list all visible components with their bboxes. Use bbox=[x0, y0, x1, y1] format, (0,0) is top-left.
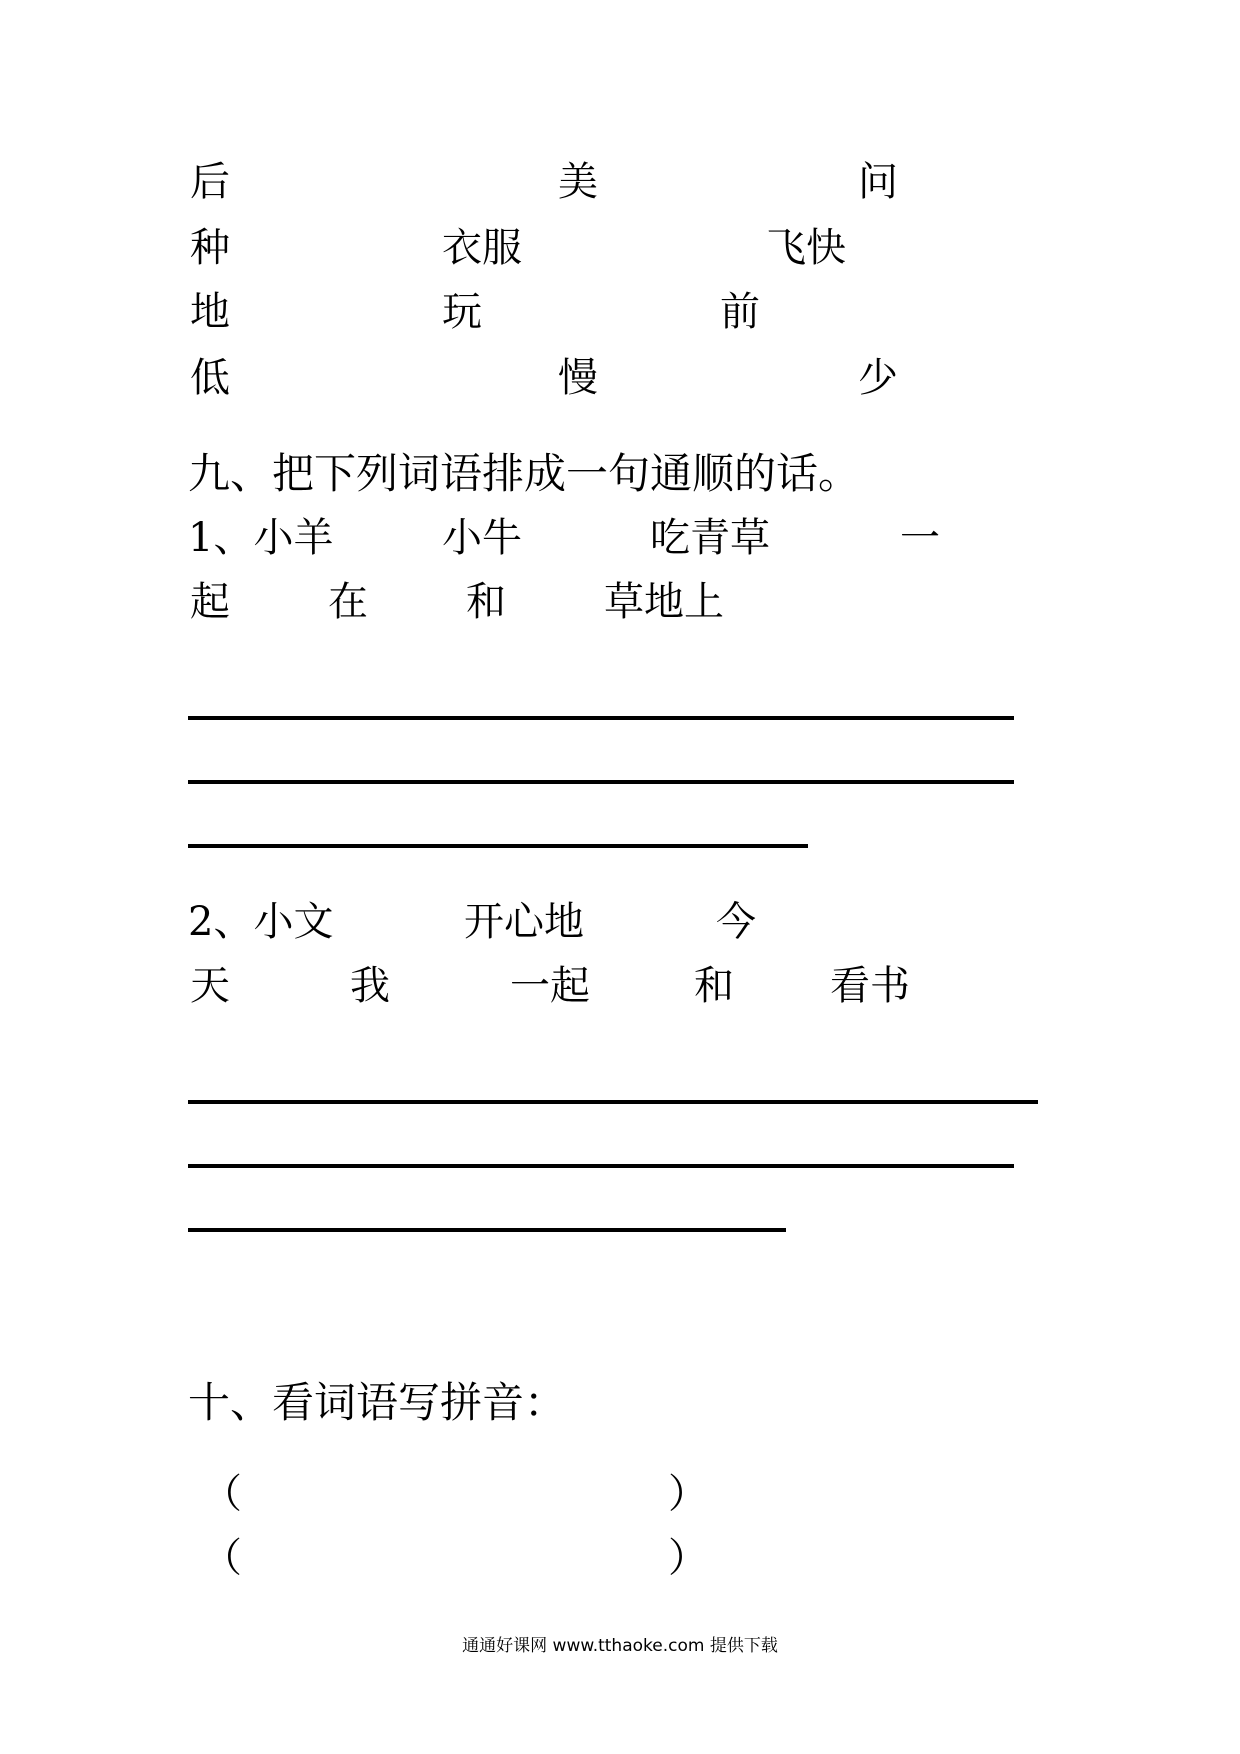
word-wen: 问 bbox=[858, 159, 898, 205]
word-yifu: 衣服 bbox=[442, 225, 522, 271]
footer-credit: 通通好课网 www.tthaoke.com 提供下载 bbox=[462, 1636, 778, 1656]
q2-word-8: 看书 bbox=[830, 963, 910, 1009]
q1-answer-line-1[interactable] bbox=[188, 716, 1014, 720]
section-10-title: 十、看词语写拼音： bbox=[188, 1378, 567, 1427]
q1-word-5: 起 bbox=[190, 579, 230, 625]
q2-word-3: 今 bbox=[716, 899, 756, 945]
q1-word-1: 1、小羊 bbox=[188, 515, 334, 561]
open-paren: （ bbox=[202, 1535, 242, 1581]
q2-word-6: 一起 bbox=[510, 963, 590, 1009]
q2-answer-line-1[interactable] bbox=[188, 1100, 1038, 1104]
word-mei: 美 bbox=[558, 159, 598, 205]
word-man: 慢 bbox=[558, 355, 598, 401]
close-paren: ） bbox=[668, 1471, 708, 1517]
q1-answer-line-3[interactable] bbox=[188, 844, 808, 848]
word-shao: 少 bbox=[858, 355, 898, 401]
word-feikuai: 飞快 bbox=[766, 225, 846, 271]
q2-word-7: 和 bbox=[694, 963, 734, 1009]
q1-word-2: 小牛 bbox=[442, 515, 522, 561]
close-paren: ） bbox=[668, 1535, 708, 1581]
word-di-low: 低 bbox=[190, 355, 230, 401]
open-paren: （ bbox=[202, 1471, 242, 1517]
q2-word-5: 我 bbox=[350, 963, 390, 1009]
q1-word-6: 在 bbox=[328, 579, 368, 625]
section-9-title: 九、把下列词语排成一句通顺的话。 bbox=[188, 449, 861, 498]
q1-word-7: 和 bbox=[466, 579, 506, 625]
q1-answer-line-2[interactable] bbox=[188, 780, 1014, 784]
q1-word-4: 一 bbox=[900, 515, 940, 561]
q2-answer-line-2[interactable] bbox=[188, 1164, 1014, 1168]
q2-answer-line-3[interactable] bbox=[188, 1228, 786, 1232]
q1-word-8: 草地上 bbox=[604, 579, 724, 625]
q1-word-3: 吃青草 bbox=[650, 515, 770, 561]
word-qian: 前 bbox=[720, 289, 760, 335]
q2-word-2: 开心地 bbox=[464, 899, 584, 945]
word-hou: 后 bbox=[190, 159, 230, 205]
q2-word-1: 2、小文 bbox=[188, 899, 334, 945]
word-zhong: 种 bbox=[190, 225, 230, 271]
q2-word-4: 天 bbox=[190, 963, 230, 1009]
word-di: 地 bbox=[190, 289, 230, 335]
word-wan: 玩 bbox=[442, 289, 482, 335]
